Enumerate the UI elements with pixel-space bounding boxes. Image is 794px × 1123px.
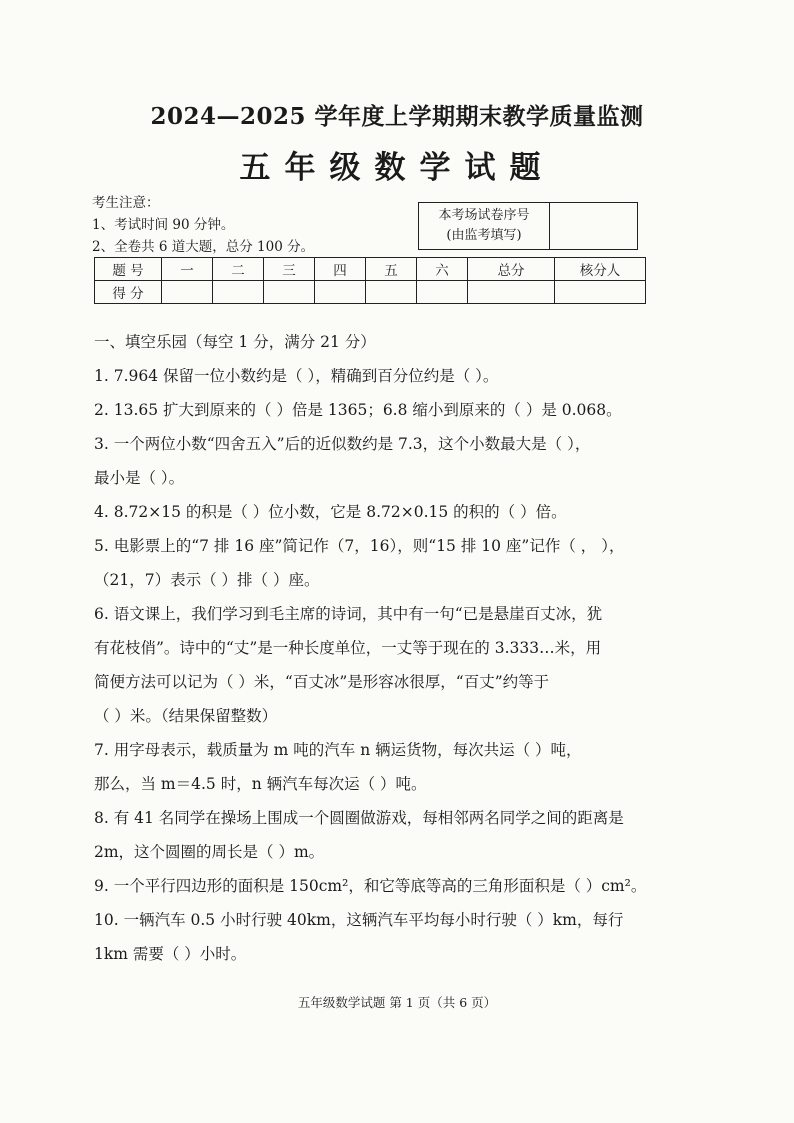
score-input-cell[interactable] [264,281,315,304]
question-line: 简便方法可以记为（ ）米，“百丈冰”是形容冰很厚，“百丈”约等于 [94,673,550,691]
question-line: 9. 一个平行四边形的面积是 150cm²，和它等底等高的三角形面积是（ ）cm²。 [94,877,647,895]
notice-item: 1、考试时间 90 分钟。 [92,217,235,233]
score-cell: 得 分 [95,281,162,304]
score-table-header-row [95,258,646,281]
score-input-cell[interactable] [315,281,366,304]
score-input-cell[interactable] [555,281,646,304]
question-line: 6. 语文课上，我们学习到毛主席的诗词，其中有一句“已是悬崖百丈冰，犹 [94,605,603,623]
notice-heading: 考生注意： [92,195,160,211]
seat-number-label: 本考场试卷序号 (由监考填写) [419,203,550,249]
candidate-notice [92,192,314,258]
question-line: 8. 有 41 名同学在操场上围成一个圆圈做游戏，每相邻两名同学之间的距离是 [94,809,624,827]
score-cell: 五 [366,258,417,281]
score-input-cell[interactable] [162,281,213,304]
exam-subtitle: 五年级数学试题 [239,150,555,186]
question-line: 10. 一辆汽车 0.5 小时行驶 40km，这辆汽车平均每小时行驶（ ）km，每行 [94,911,624,929]
score-table-score-row [95,281,646,304]
score-cell: 核分人 [555,258,646,281]
seat-number-field[interactable] [550,203,637,249]
score-cell: 三 [264,258,315,281]
score-cell: 四 [315,258,366,281]
question-line: 有花枝俏”。诗中的“丈”是一种长度单位，一丈等于现在的 3.333…米，用 [94,639,602,657]
score-input-cell[interactable] [213,281,264,304]
score-cell: 总分 [468,258,555,281]
question-line: 2m，这个圆圈的周长是（ ）m。 [94,843,325,861]
score-cell: 一 [162,258,213,281]
score-input-cell[interactable] [366,281,417,304]
notice-item: 2、全卷共 6 道大题，总分 100 分。 [92,239,315,255]
score-input-cell[interactable] [417,281,468,304]
question-line: 5. 电影票上的“7 排 16 座”简记作（7，16），则“15 排 10 座”记作（ ， ）， [94,537,625,555]
question-line: 1km 需要（ ）小时。 [94,945,247,963]
section-fill-in [94,325,694,971]
question-line: 那么，当 m＝4.5 时，n 辆汽车每次运（ ）吨。 [94,775,427,793]
section-heading: 一、填空乐园（每空 1 分，满分 21 分） [94,333,376,351]
question-line: 最小是（ ）。 [94,469,185,487]
question-line: 2. 13.65 扩大到原来的（ ）倍是 1365；6.8 缩小到原来的（ ）是 0.068。 [94,401,622,419]
question-line: 7. 用字母表示，载质量为 m 吨的汽车 n 辆运货物，每次共运（ ）吨， [94,741,582,759]
exam-title: 2024—2025 学年度上学期期末教学质量监测 [150,103,644,130]
question-line: （21，7）表示（ ）排（ ）座。 [94,571,320,589]
question-line: 1. 7.964 保留一位小数约是（ ），精确到百分位约是（ ）。 [94,367,499,385]
score-cell: 二 [213,258,264,281]
question-line: 4. 8.72×15 的积是（ ）位小数，它是 8.72×0.15 的积的（ ）倍。 [94,503,567,521]
page-footer: 五年级数学试题 第 1 页（共 6 页） [297,995,497,1010]
score-cell: 题 号 [95,258,162,281]
seat-number-box [418,202,638,250]
score-cell: 六 [417,258,468,281]
score-input-cell[interactable] [468,281,555,304]
score-table [94,257,646,304]
question-line: 3. 一个两位小数“四舍五入”后的近似数约是 7.3，这个小数最大是（ ）， [94,435,591,453]
question-line: （ ）米。（结果保留整数） [94,707,278,725]
